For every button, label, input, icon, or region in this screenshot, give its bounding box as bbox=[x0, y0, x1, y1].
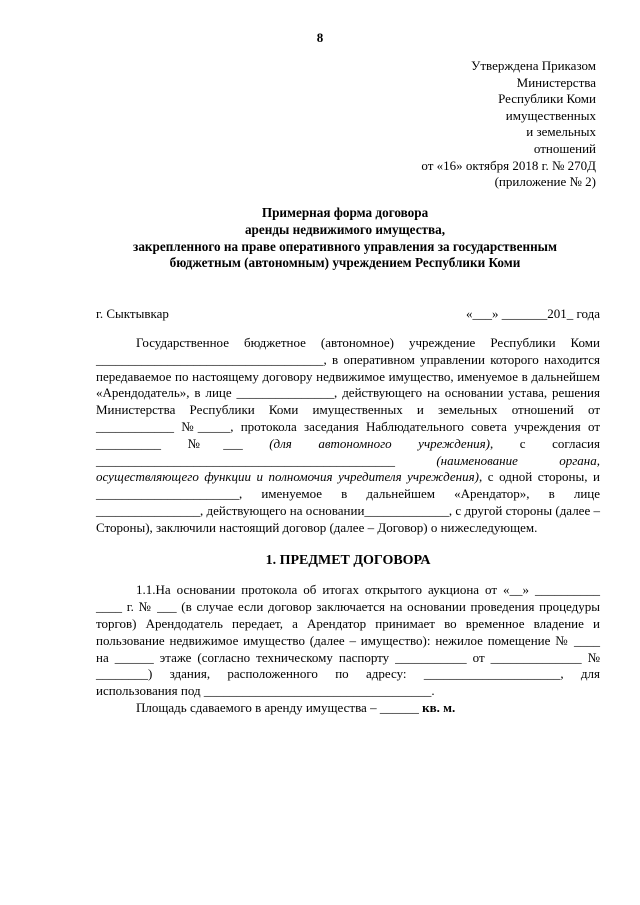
approval-line: Министерства bbox=[516, 74, 596, 90]
place-date-row bbox=[96, 306, 600, 322]
title-line: аренды недвижимого имущества, bbox=[244, 221, 446, 237]
preamble-paragraph bbox=[96, 335, 600, 537]
approval-line: от «16» октября 2018 г. № 270Д bbox=[421, 157, 596, 173]
document-title bbox=[90, 205, 600, 272]
clause-1-1: 1.1.На основании протокола об итогах открытого аукциона от «__» __________ ____ г. № ___ (в случае если договор заключается на основании проведения процедуры торгов) Арендодатель передает, а Арендатор принимает во временное владение и пользование недвижимое имущество (далее – имущество): нежилое помещение № ____ на ______ этаже (согласно техническому паспорту ___________ от ______________ № ________) здания, расположенного по адресу: _____________________, для использования под ___________________________________. bbox=[96, 582, 600, 699]
approval-line: (приложение № 2) bbox=[494, 174, 596, 190]
approval-line: и земельных bbox=[526, 124, 596, 140]
title-line: бюджетным (автономным) учреждением Республики Коми bbox=[169, 255, 521, 271]
place: г. Сыктывкар bbox=[96, 306, 169, 321]
preamble-italic-note: (для автономного учреждения) bbox=[269, 435, 491, 451]
date-placeholder: «___» _______201_ года bbox=[465, 306, 600, 321]
document-body bbox=[96, 335, 600, 717]
preamble-text: Государственное бюджетное (автономное) учреждение Республики Коми ___________________________________, в оперативном управлении которого находится передаваемое по настоящему договору недвижимое имущество, именуемое в дальнейшем «Арендодатель», в лице _______________, действующего на основании устава, решения Министерства Республики Коми имущественных и земельных отношений от ____________ №_____, протокола заседания Наблюдательного совета учреждения от __________ №___ bbox=[96, 335, 600, 451]
title-line: Примерная форма договора bbox=[261, 205, 429, 220]
page-number: 8 bbox=[316, 30, 324, 45]
approval-line: имущественных bbox=[505, 107, 596, 123]
area-paragraph bbox=[96, 700, 600, 717]
preamble-text: , с одной стороны, и ______________________, именуемое в дальнейшем «Арендатор», в лице ________________, действующего на основании_____________, с другой стороны (далее – Стороны), заключили настоящий договор (далее – Договор) о нижеследующем. bbox=[96, 469, 600, 535]
approval-line: Утверждена Приказом bbox=[471, 58, 596, 73]
approval-line: Республики Коми bbox=[498, 91, 596, 107]
approval-line: отношений bbox=[533, 140, 596, 156]
section-heading: 1. ПРЕДМЕТ ДОГОВОРА bbox=[265, 552, 431, 568]
approval-stamp bbox=[336, 58, 596, 191]
preamble-text: , с согласия ______________________________________________ bbox=[96, 435, 600, 468]
area-text: Площадь сдаваемого в аренду имущества – ______ bbox=[136, 699, 423, 715]
area-unit: кв. м. bbox=[422, 699, 456, 715]
preamble-italic-note: (наименование органа, осуществляющего функции и полномочия учредителя учреждения) bbox=[96, 452, 600, 485]
title-line: закрепленного на праве оперативного управления за государственным bbox=[133, 238, 557, 254]
